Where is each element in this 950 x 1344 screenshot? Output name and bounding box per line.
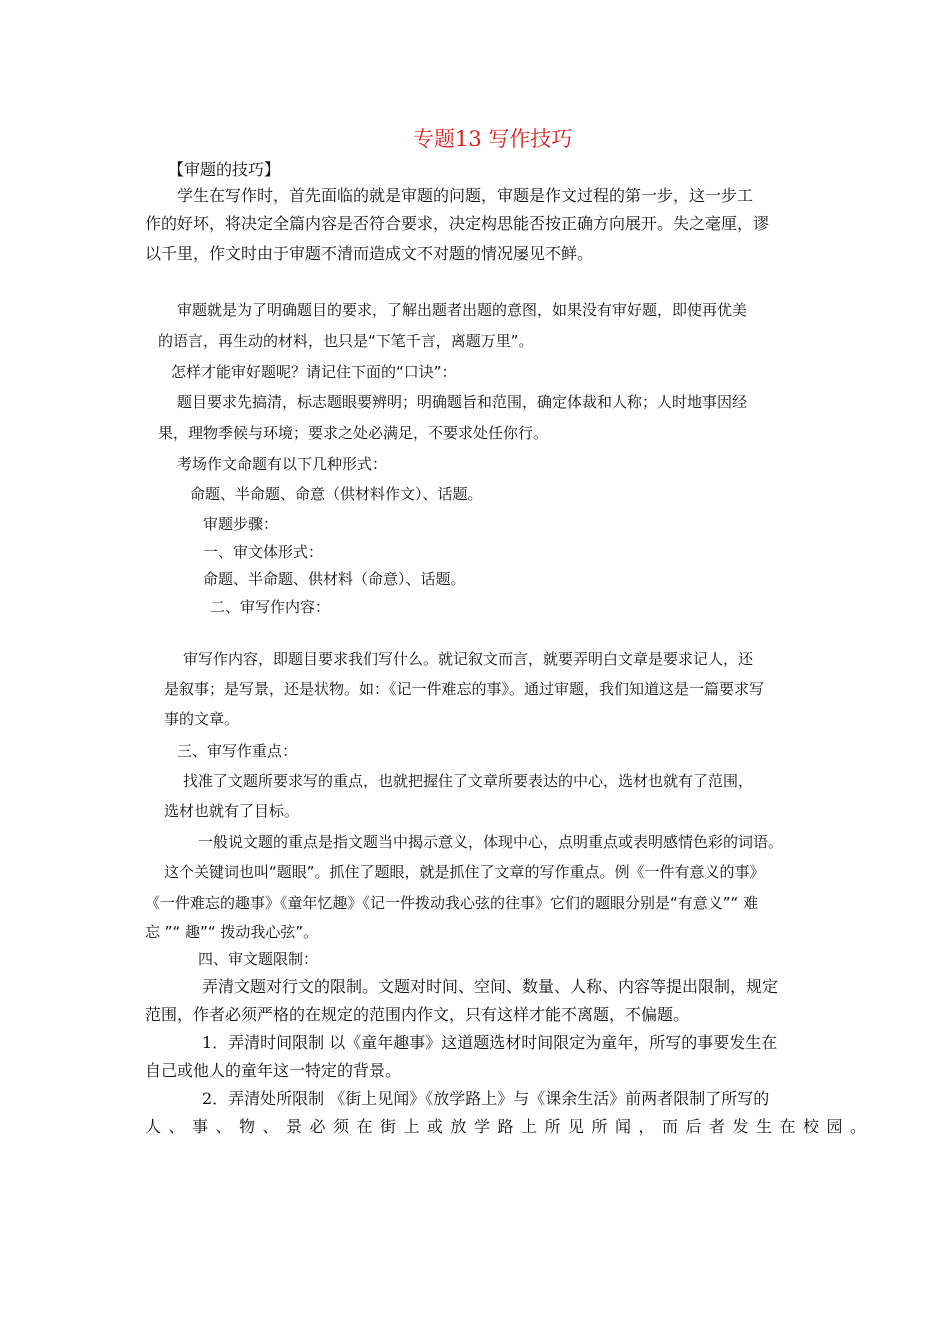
step4-text-line-1: 弄清文题对行文的限制。文题对时间、空间、数量、人称、内容等提出限制，规定	[202, 977, 779, 996]
step3-text-line-2: 选材也就有了目标。	[164, 802, 300, 820]
steps-heading: 审题步骤：	[203, 515, 279, 533]
step1-heading: 一、审文体形式：	[203, 543, 324, 561]
step1-text: 命题、半命题、供材料（命意）、话题。	[203, 570, 466, 588]
step2-text-line-1: 审写作内容，即题目要求我们写什么。就记叙文而言，就要弄明白文章是要求记人，还	[183, 650, 754, 668]
keyword-line-3: 《一件难忘的趣事》《童年忆趣》《记一件拨动我心弦的往事》它们的题眼分别是“有意义”“ 难	[145, 894, 759, 912]
step3-heading: 三、审写作重点：	[177, 742, 298, 760]
intro-line-3: 以千里，作文时由于审题不清而造成文不对题的情况屡见不鲜。	[145, 244, 594, 263]
how-to-line: 怎样才能审好题呢？请记住下面的“口诀”：	[171, 363, 457, 381]
rhyme-line-1: 题目要求先搞清，标志题眼要辨明；明确题旨和范围，确定体裁和人称；人时地事因经	[177, 393, 748, 411]
rhyme-line-2: 果，理物季候与环境；要求之处必满足，不要求处任你行。	[158, 424, 549, 442]
purpose-line-2: 的语言，再生动的材料，也只是“下笔千言，离题万里”。	[158, 332, 534, 350]
limit2-line-2: 人、事、物、景必须在街上或放学路上所见所闻，而后者发生在校园。	[145, 1117, 874, 1136]
step4-text-line-2: 范围，作者必须严格的在规定的范围内作文，只有这样才能不离题，不偏题。	[145, 1005, 690, 1024]
step2-text-line-3: 事的文章。	[164, 710, 240, 728]
limit1-line-2: 自己或他人的童年这一特定的背景。	[145, 1061, 402, 1080]
forms-list: 命题、半命题、命意（供材料作文）、话题。	[190, 485, 483, 503]
step4-heading: 四、审文题限制：	[198, 950, 319, 968]
forms-intro: 考场作文命题有以下几种形式：	[177, 455, 388, 473]
step3-text-line-1: 找准了文题所要求写的重点，也就把握住了文章所要表达的中心，选材也就有了范围，	[183, 772, 754, 790]
intro-line-2: 作的好坏，将决定全篇内容是否符合要求，决定构思能否按正确方向展开。失之毫厘，谬	[145, 214, 770, 233]
intro-line-1: 学生在写作时，首先面临的就是审题的问题，审题是作文过程的第一步，这一步工	[177, 186, 754, 205]
step2-text-line-2: 是叙事；是写景，还是状物。如：《记一件难忘的事》。通过审题，我们知道这是一篇要求写	[164, 680, 765, 698]
keyword-line-2: 这个关键词也叫“题眼”。抓住了题眼，就是抓住了文章的写作重点。例《一件有意义的事》	[164, 863, 765, 881]
keyword-line-4: 忘 ”“ 趣”“ 拨动我心弦”。	[145, 923, 319, 941]
step2-heading: 二、审写作内容：	[210, 598, 331, 616]
purpose-line-1: 审题就是为了明确题目的要求，了解出题者出题的意图，如果没有审好题，即使再优美	[177, 301, 748, 319]
limit1-line-1: 1．弄清时间限制 以《童年趣事》这道题选材时间限定为童年，所写的事要发生在	[202, 1033, 778, 1052]
keyword-line-1: 一般说文题的重点是指文题当中揭示意义，体现中心，点明重点或表明感情色彩的词语。	[198, 833, 784, 851]
limit2-line-1: 2．弄清处所限制 《街上见闻》《放学路上》与《课余生活》前两者限制了所写的	[202, 1089, 770, 1108]
section-heading: 【审题的技巧】	[168, 160, 281, 179]
document-title: 专题13 写作技巧	[413, 127, 573, 151]
